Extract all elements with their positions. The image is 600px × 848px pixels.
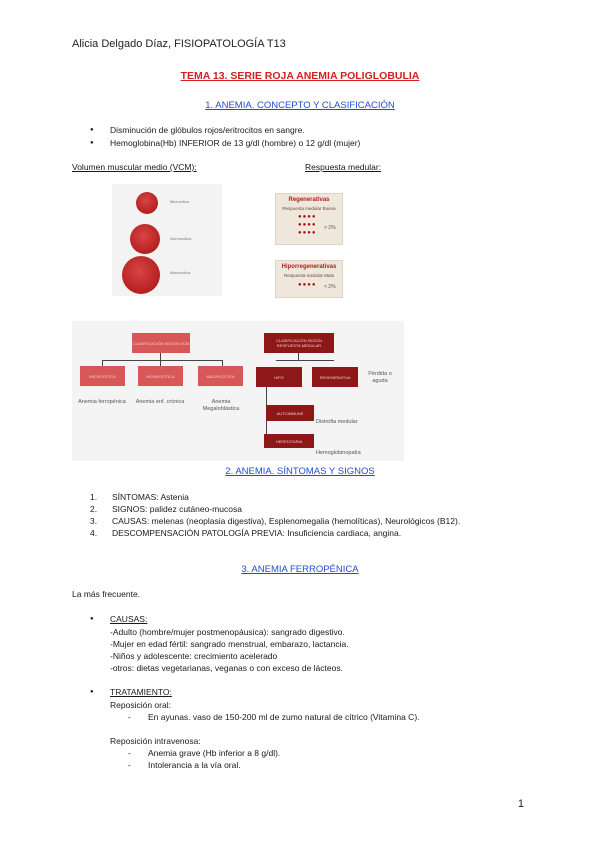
diagram-node-macro: MACROCÍTICA xyxy=(198,366,243,386)
section-3-intro: La más frecuente. xyxy=(72,589,141,599)
item-number: 1. xyxy=(90,492,98,502)
diagram-connector xyxy=(298,353,299,360)
item-number: 2. xyxy=(90,504,98,514)
diagram-right-root: CLASIFICACIÓN SEGÚN RESPUESTA MEDULAR xyxy=(264,333,334,353)
list-item xyxy=(90,515,460,527)
diagram-node-hereditaria: HEREDITARIA xyxy=(264,434,314,448)
vcm-label-macro: Macrocítica xyxy=(170,270,191,275)
item-number: 4. xyxy=(90,528,98,538)
diagram-connector xyxy=(102,360,222,361)
tratamiento-label: TRATAMIENTO: xyxy=(110,687,172,697)
regen-dots: ●●●● xyxy=(298,230,317,236)
vcm-label-micro: Microcítica xyxy=(170,199,190,204)
item-text: DESCOMPENSACIÓN PATOLOGÍA PREVIA: Insuficiencia cardiaca, angina. xyxy=(112,528,402,538)
diagram-leaf: Anemia ferropénica xyxy=(78,399,126,405)
hipo-title: Hiporregenerativas xyxy=(281,264,337,270)
diagram-connector xyxy=(160,353,161,360)
section-1-bullets xyxy=(90,124,360,150)
iv-item: - Anemia grave (Hb inferior a 8 g/dl). xyxy=(110,747,510,759)
causas-label: CAUSAS: xyxy=(110,614,148,624)
respuesta-label: Respuesta medular: xyxy=(305,162,382,172)
list-item xyxy=(90,491,460,503)
item-text: SIGNOS: palidez cutáneo-mucosa xyxy=(112,504,242,514)
oral-label: Reposición oral: xyxy=(110,700,171,710)
diagram-connector xyxy=(276,360,334,361)
vcm-label-normo: Normocítica xyxy=(170,236,192,241)
item-number: 3. xyxy=(90,516,98,526)
diagram-left-root: CLASIFICACIÓN SEGÚN VCM xyxy=(132,333,190,353)
causas-line: -Niños y adolescente: crecimiento acelerado xyxy=(110,651,278,661)
vcm-figure xyxy=(112,184,222,296)
page-number: 1 xyxy=(517,798,524,810)
causas-line: -otros: dietas vegetarianas, veganas o con exceso de lácteos. xyxy=(110,663,343,673)
regen-dots: ●●●● xyxy=(298,222,317,228)
section-3-title: 3. ANEMIA FERROPÉNICA xyxy=(241,564,359,575)
list-item xyxy=(90,527,460,539)
section-2-list xyxy=(90,491,460,539)
list-item-tratamiento xyxy=(90,686,510,771)
list-item-causas xyxy=(90,613,510,674)
normocytic-cell-icon xyxy=(130,224,160,254)
diagram-node-micro: MICROCÍTICA xyxy=(80,366,125,386)
oral-item: - En ayunas. vaso de 150-200 ml de zumo natural de cítrico (Vitamina C). xyxy=(110,711,510,723)
iv-label: Reposición intravenosa: xyxy=(110,736,201,746)
causas-line: -Mujer en edad fértil: sangrado menstrual, embarazo, lactancia. xyxy=(110,639,349,649)
macrocytic-cell-icon xyxy=(122,256,160,294)
classification-diagram xyxy=(72,321,404,461)
diagram-node-autoinmune: AUTOINMUNE xyxy=(266,405,314,421)
section-1-title: 1. ANEMIA. CONCEPTO Y CLASIFICACIÓN xyxy=(205,100,395,111)
list-item: ● Disminución de glóbulos rojos/eritrocitos en sangre. xyxy=(90,124,360,137)
regen-pct: > 2% xyxy=(324,225,336,231)
diagram-leaf: Hemoglobinopatía xyxy=(316,450,361,456)
page-header: Alicia Delgado Díaz, FISIOPATOLOGÍA T13 xyxy=(72,38,286,50)
document-title: TEMA 13. SERIE ROJA ANEMIA POLIGLOBULIA xyxy=(180,70,420,82)
diagram-node-regen: REGENERATIVA xyxy=(312,367,358,387)
regenerative-box xyxy=(275,193,343,245)
causas-line: -Adulto (hombre/mujer postmenopáusica): sangrado digestivo. xyxy=(110,627,345,637)
vcm-label: Volumen muscular medio (VCM): xyxy=(72,162,197,172)
microcytic-cell-icon xyxy=(136,192,158,214)
diagram-leaf: Anemia Megaloblástica xyxy=(202,399,240,412)
hipo-sub: Respuesta medular Mala xyxy=(283,273,335,278)
list-item xyxy=(90,503,460,515)
iv-item: - Intolerancia a la vía oral. xyxy=(110,759,510,771)
diagram-node-hipo: HIPO xyxy=(256,367,302,387)
diagram-leaf: Distrofia medular xyxy=(316,419,358,425)
diagram-leaf: Anemia enf. crónica xyxy=(135,399,185,405)
regen-dots: ●●●● xyxy=(298,214,317,220)
section-3-list xyxy=(90,613,510,771)
section-2-title: 2. ANEMIA. SÍNTOMAS Y SIGNOS xyxy=(225,466,375,477)
item-text: SÍNTOMAS: Astenia xyxy=(112,492,189,502)
hiporregenerative-box xyxy=(275,260,343,298)
list-item: ● Hemoglobina(Hb) INFERIOR de 13 g/dl (hombre) o 12 g/dl (mujer) xyxy=(90,137,360,150)
diagram-side-note: Pérdida o aguda xyxy=(368,371,392,384)
regen-sub: Respuesta medular Buena xyxy=(282,206,336,211)
hipo-dots: ●●●● xyxy=(298,282,317,288)
item-text: CAUSAS: melenas (neoplasia digestiva), Esplenomegalia (hemolíticas), Neurológicos (B12). xyxy=(112,516,461,526)
regen-title: Regenerativas xyxy=(288,197,330,203)
hipo-pct: < 2% xyxy=(324,284,336,290)
diagram-node-normo: NORMOCÍTICA xyxy=(138,366,183,386)
